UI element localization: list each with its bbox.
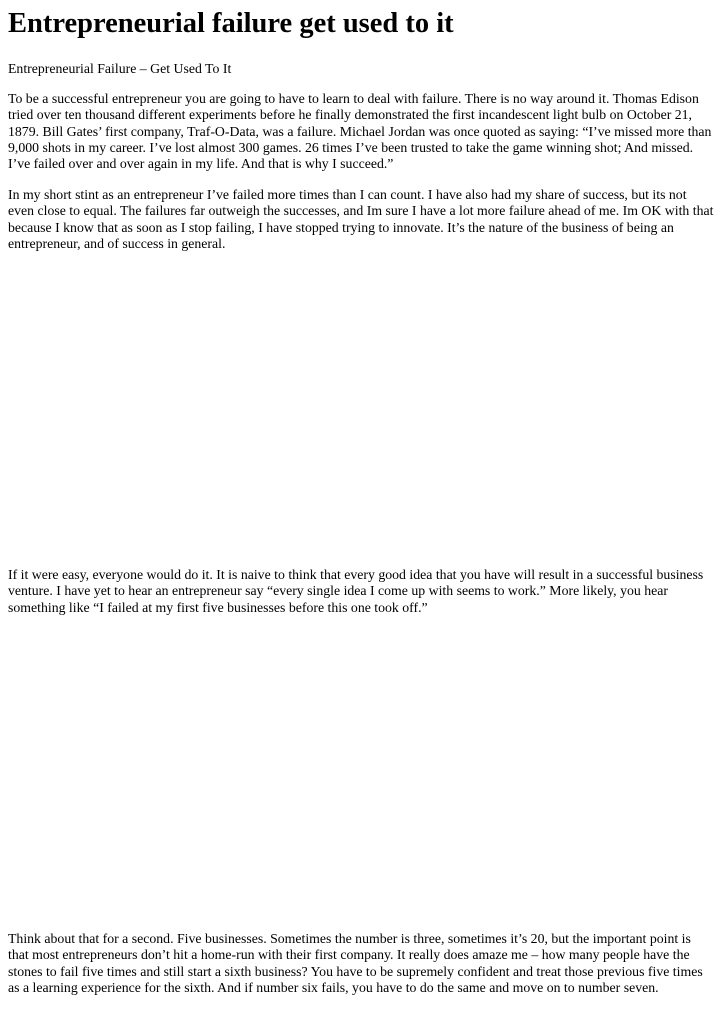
paragraph-4: Think about that for a second. Five businesses. Sometimes the number is three, sometimes it’s 20, but the important point is that most entrepreneurs don’t hit a home-run with their first company. It really does amaze me – how many people have the stones to fail five times and still start a sixth business? You have to be supremely confident and treat those previous five times as a learning experience for the sixth. And if number six fails, you have to do the same and move on to number seven. — [8, 931, 703, 995]
article-subtitle: Entrepreneurial Failure – Get Used To It — [8, 61, 232, 76]
paragraph-2: In my short stint as an entrepreneur I’ve failed more times than I can count. I have also had my share of success, but its not even close to equal. The failures far outweigh the successes, and Im sure I have a lot more failure ahead of me. Im OK with that because I know that as soon as I stop failing, I have stopped trying to innovate. It’s the nature of the business of being an entrepreneur, and of success in general. — [8, 187, 714, 251]
page-title: Entrepreneurial failure get used to it — [8, 8, 454, 39]
paragraph-3: If it were easy, everyone would do it. It is naive to think that every good idea that you have will result in a successful business venture. I have yet to hear an entrepreneur say “every single idea I come up with seems to work.” More likely, you hear something like “I failed at my first five businesses before this one took off.” — [8, 567, 704, 615]
paragraph-1: To be a successful entrepreneur you are going to have to learn to deal with failure. There is no way around it. Thomas Edison tried over ten thousand different experiments before he finally demonstrated the first incandescent light bulb on October 21, 1879. Bill Gates’ first company, Traf-O-Data, was a failure. Michael Jordan was once quoted as saying: “I’ve missed more than 9,000 shots in my career. I’ve lost almost 300 games. 26 times I’ve been trusted to take the game winning shot; And missed. I’ve failed over and over again in my life. And that is why I succeed.” — [8, 91, 712, 172]
